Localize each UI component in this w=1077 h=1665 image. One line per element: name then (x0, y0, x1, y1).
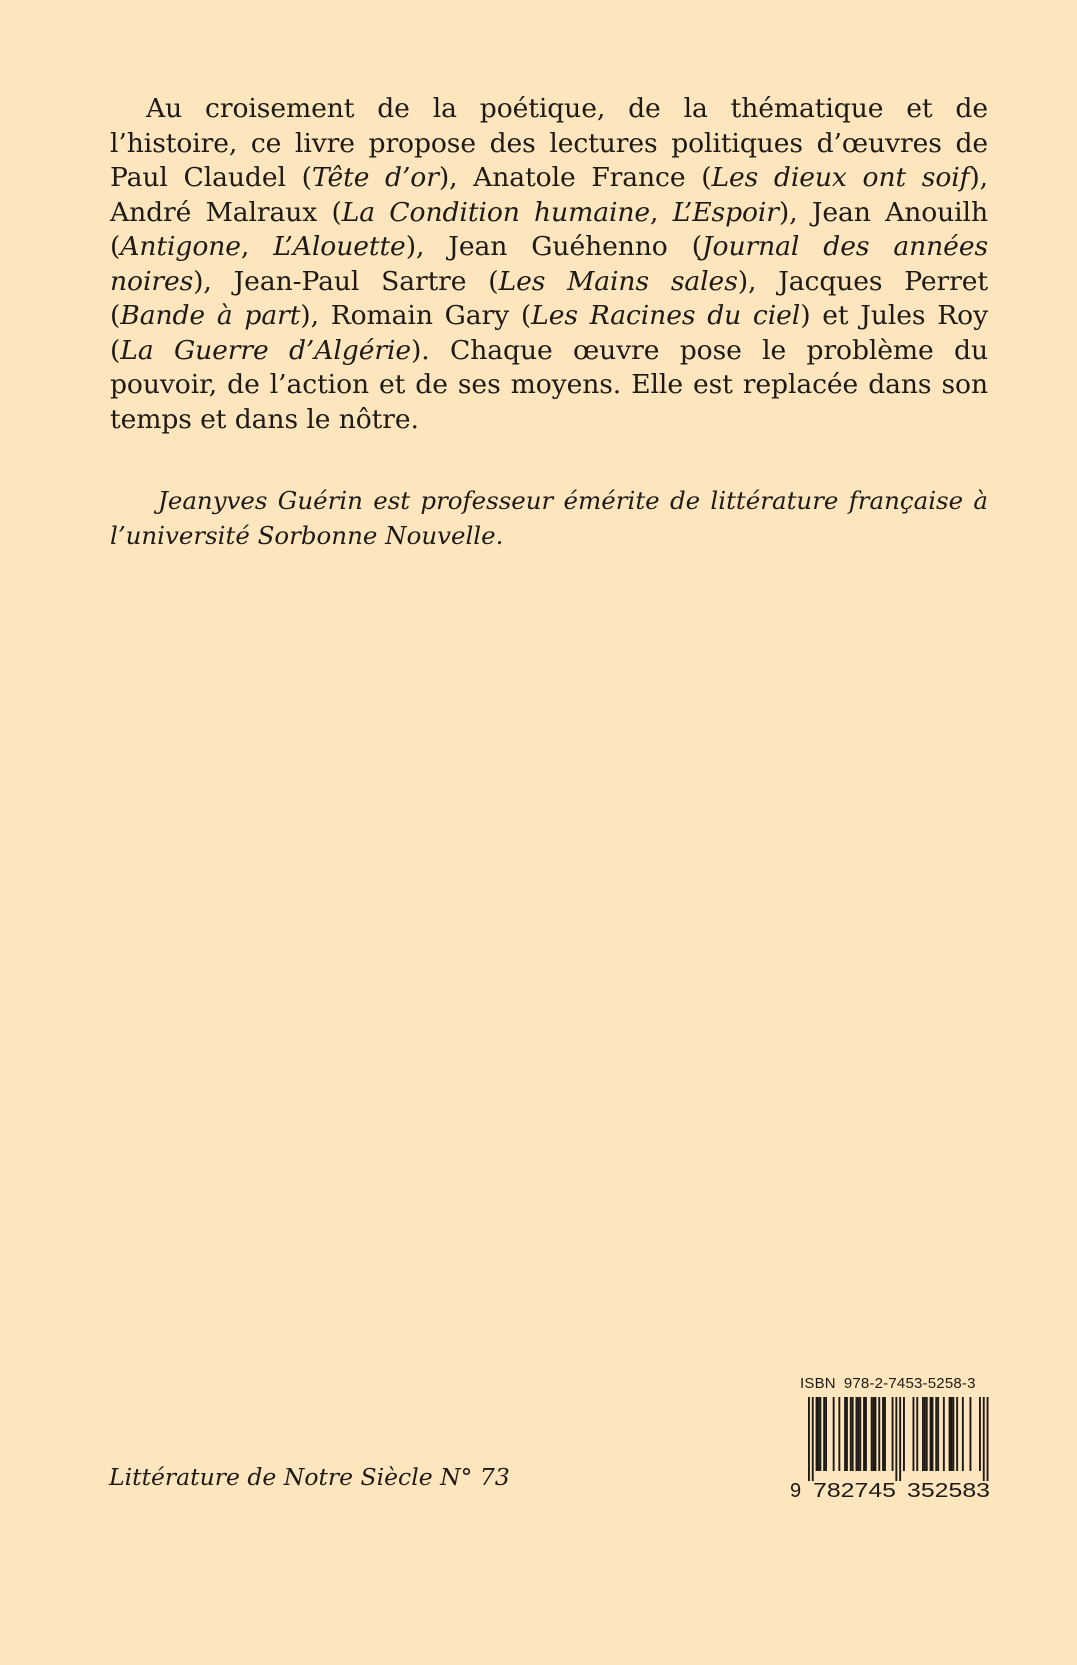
barcode-bar (962, 1397, 964, 1471)
barcode-bar (859, 1397, 861, 1471)
barcode-bar (873, 1397, 875, 1471)
blurb-text: ), Jacques Perret ( (110, 265, 988, 331)
collection-series: Littérature de Notre Siècle N° 73 (109, 1463, 510, 1491)
barcode-bar (922, 1397, 924, 1471)
barcode-bar (899, 1397, 901, 1481)
barcode-bar (913, 1397, 915, 1471)
blurb-text: ). Chaque œuvre pose le problème du pouvoir, de l’action et de ses moyens. Elle est replacée dans son temps et dans le nôtre. (110, 334, 988, 435)
barcode-left-digits: 782745 (813, 1480, 896, 1501)
barcode-bar (878, 1397, 880, 1471)
barcode-bar (943, 1397, 945, 1471)
work-title: La Guerre d’Algérie (120, 334, 411, 366)
work-title: La Condition humaine (341, 196, 651, 228)
barcode-bar (808, 1397, 810, 1481)
work-title: Tête d’or (311, 162, 439, 193)
work-title: Antigone (120, 231, 241, 262)
isbn-number: 978-2-7453-5258-3 (843, 1375, 976, 1392)
barcode-bar (892, 1397, 894, 1471)
barcode-bar (857, 1397, 859, 1471)
barcode-bar (863, 1397, 865, 1471)
barcode-bar (916, 1397, 918, 1471)
barcode-bar (937, 1397, 939, 1471)
barcode-bar (924, 1397, 926, 1471)
barcode-bar (825, 1397, 827, 1471)
blurb-text: , (240, 231, 274, 262)
blurb-text: ), Jean Anouilh ( (110, 196, 988, 262)
barcode-bar (935, 1397, 937, 1471)
barcode-bar (895, 1397, 897, 1481)
isbn-barcode (790, 1371, 1010, 1501)
barcode-bar (875, 1397, 877, 1471)
barcode-bar (983, 1397, 985, 1481)
barcode-bar (846, 1397, 848, 1471)
work-title: Les Racines du ciel (531, 300, 801, 331)
blurb-text: ), Romain Gary ( (300, 300, 532, 331)
barcode-bar (932, 1397, 934, 1471)
barcode-bar (970, 1397, 972, 1471)
barcode-bar (871, 1397, 873, 1471)
work-title: L’Alouette (273, 231, 406, 262)
work-title: Bande à part (120, 300, 301, 331)
blurb-text: , (650, 196, 673, 228)
barcode-bar (838, 1397, 840, 1471)
work-title: Journal des années noires (110, 231, 988, 297)
barcode-bar (884, 1397, 886, 1471)
blurb-text: ) et Jules Roy ( (110, 300, 989, 366)
work-title: L’Espoir (672, 196, 779, 228)
barcode-bars (808, 1397, 989, 1481)
barcode-bar (816, 1397, 818, 1471)
barcode-bar (951, 1397, 953, 1471)
barcode-bar (852, 1397, 854, 1471)
barcode-bar (952, 1397, 954, 1471)
barcode-bar (949, 1397, 951, 1471)
barcode-first-digit: 9 (790, 1480, 802, 1501)
barcode-bar (956, 1397, 958, 1471)
barcode-bar (930, 1397, 932, 1471)
blurb-text: ), André Malraux ( (110, 162, 989, 228)
blurb-text: ), Jean-Paul Sartre ( (193, 265, 499, 297)
barcode-bar (823, 1397, 825, 1471)
barcode-bar (926, 1397, 928, 1471)
barcode-bar (882, 1397, 884, 1471)
barcode-bar (818, 1397, 820, 1471)
isbn-label (800, 1375, 976, 1392)
barcode-bar (865, 1397, 867, 1471)
barcode-right-digits: 352583 (907, 1480, 990, 1501)
barcode-bar (812, 1397, 814, 1481)
blurb-text: ), Jean Guéhenno ( (405, 231, 702, 262)
barcode-bar (903, 1397, 905, 1471)
work-title: Les dieux ont soif (711, 162, 970, 193)
barcode-bar (844, 1397, 846, 1471)
barcode-bar (819, 1397, 821, 1471)
blurb-paragraph (110, 92, 988, 437)
barcode-bar (979, 1397, 981, 1471)
barcode-bar (850, 1397, 852, 1471)
barcode-bar (856, 1397, 858, 1471)
blurb-text: ), Anatole France ( (438, 162, 712, 193)
barcode-image (790, 1397, 1010, 1501)
blurb-text: Au croisement de la poétique, de la thématique et de l’histoire, ce livre propose des lectures politiques d’œuvres de Paul Claudel ( (110, 93, 988, 193)
work-title: Les Mains sales (498, 265, 738, 297)
author-bio: Jeanyves Guérin est professeur émérite de littérature française à l’université Sorbonne Nouvelle. (110, 486, 988, 550)
barcode-bar (987, 1397, 989, 1481)
barcode-bar (833, 1397, 835, 1471)
isbn-prefix: ISBN (800, 1375, 836, 1392)
